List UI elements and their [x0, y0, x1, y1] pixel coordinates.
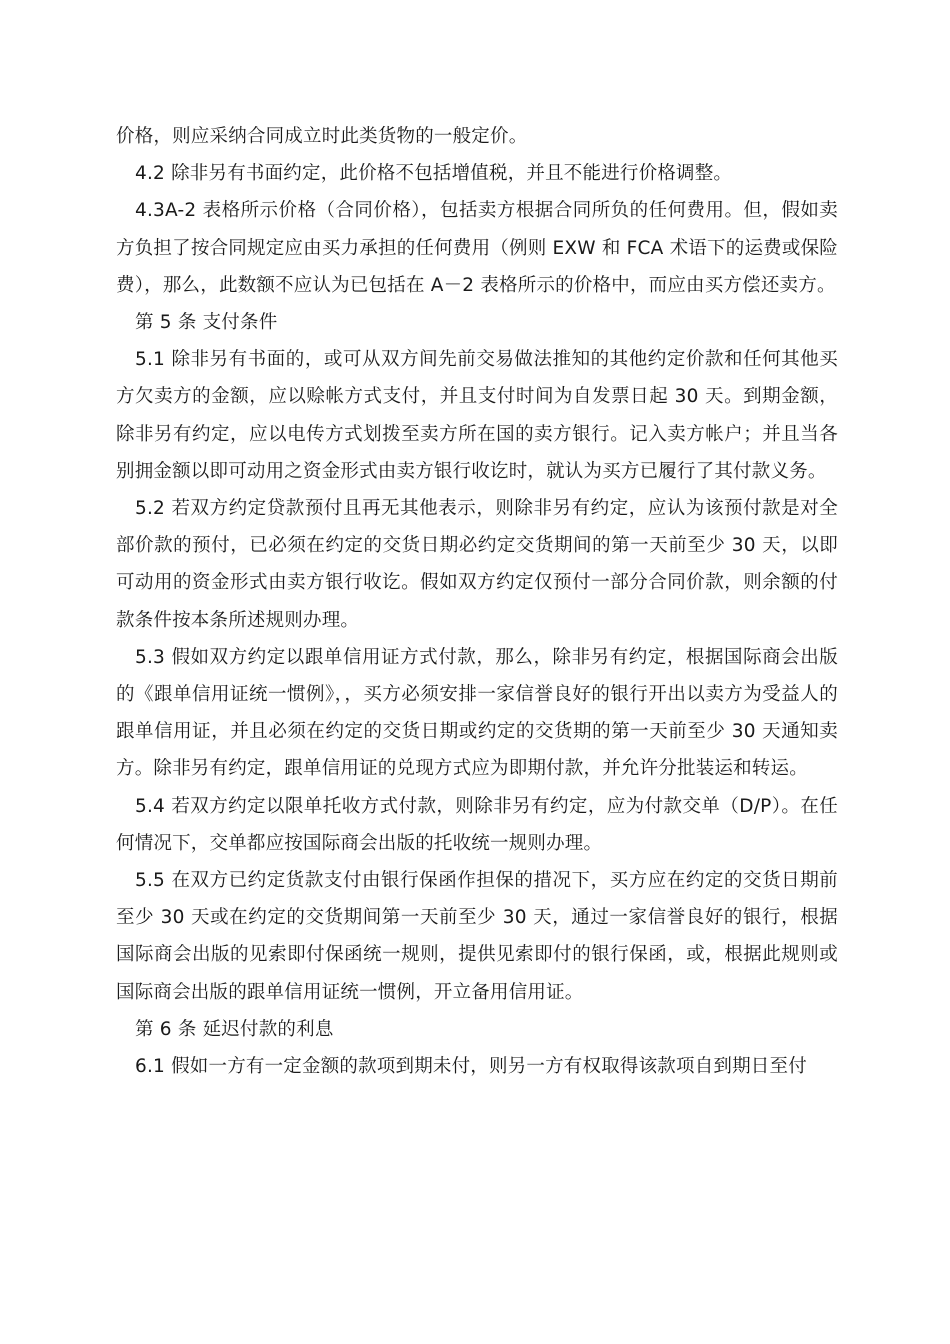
paragraph-6-1: 6.1 假如一方有一定金额的款项到期未付，则另一方有权取得该款项自到期日至付 [135, 1056, 807, 1078]
paragraph-4-3: 4.3A-2 表格所示价格（合同价格），包括卖方根据合同所负的任何费用。但，假如卖方负担了按合同规定应由买力承担的任何费用（例则 EXW 和 FCA 术语下的运费或保险费），那么，此数额不应认为已包括在 A－2 表格所示的价格中，而应由买方偿还卖方。 [116, 200, 838, 296]
article-6-heading: 第 6 条 延迟付款的利息 [135, 1018, 334, 1040]
paragraph-5-1: 5.1 除非另有书面的，或可从双方间先前交易做法推知的其他约定价款和任何其他买方欠卖方的金额，应以赊帐方式支付，并且支付时间为自发票日起 30 天。到期金额，除非另有约定，应以电传方式划拨至卖方所在国的卖方银行。记入卖方帐户；并且当各别拥金额以即可动用之资金形式由卖方银行收讫时，就认为买方已履行了其付款义务。 [116, 349, 838, 482]
paragraph-5-5: 5.5 在双方已约定货款支付由银行保函作担保的措况下，买方应在约定的交货日期前至少 30 天或在约定的交货期间第一天前至少 30 天，通过一家信誉良好的银行，根据国际商会出版的见索即付保函统一规则，提供见索即付的银行保函，或，根据此规则或国际商会出版的跟单信用证统一惯例，开立备用信用证。 [116, 870, 838, 1003]
paragraph-4-2: 4.2 除非另有书面约定，此价格不包括增值税，并且不能进行价格调整。 [135, 163, 733, 185]
paragraph-5-2: 5.2 若双方约定贷款预付且再无其他表示，则除非另有约定，应认为该预付款是对全部价款的预付，已必须在约定的交货日期必约定交货期间的第一天前至少 30 天，以即可动用的资金形式由卖方银行收讫。假如双方约定仅预付一部分合同价款，则余额的付款条件按本条所述规则办理。 [116, 498, 838, 631]
article-5-heading: 第 5 条 支付条件 [135, 312, 278, 334]
document-page [116, 118, 838, 1085]
paragraph-5-4: 5.4 若双方约定以限单托收方式付款，则除非另有约定，应为付款交单（D/P）。在任何情况下，交单都应按国际商会出版的托收统一规则办理。 [116, 795, 838, 854]
paragraph-5-3: 5.3 假如双方约定以跟单信用证方式付款，那么，除非另有约定，根据国际商会出版的《跟单信用证统一惯例》，，买方必须安排一家信誉良好的银行开出以卖方为受益人的跟单信用证，并且必须在约定的交货日期或约定的交货期的第一天前至少 30 天通知卖方。除非另有约定，跟单信用证的兑现方式应为即期付款，并允许分批装运和转运。 [116, 646, 838, 780]
paragraph-price-continuation: 价格，则应采纳合同成立时此类货物的一般定价。 [116, 126, 528, 147]
